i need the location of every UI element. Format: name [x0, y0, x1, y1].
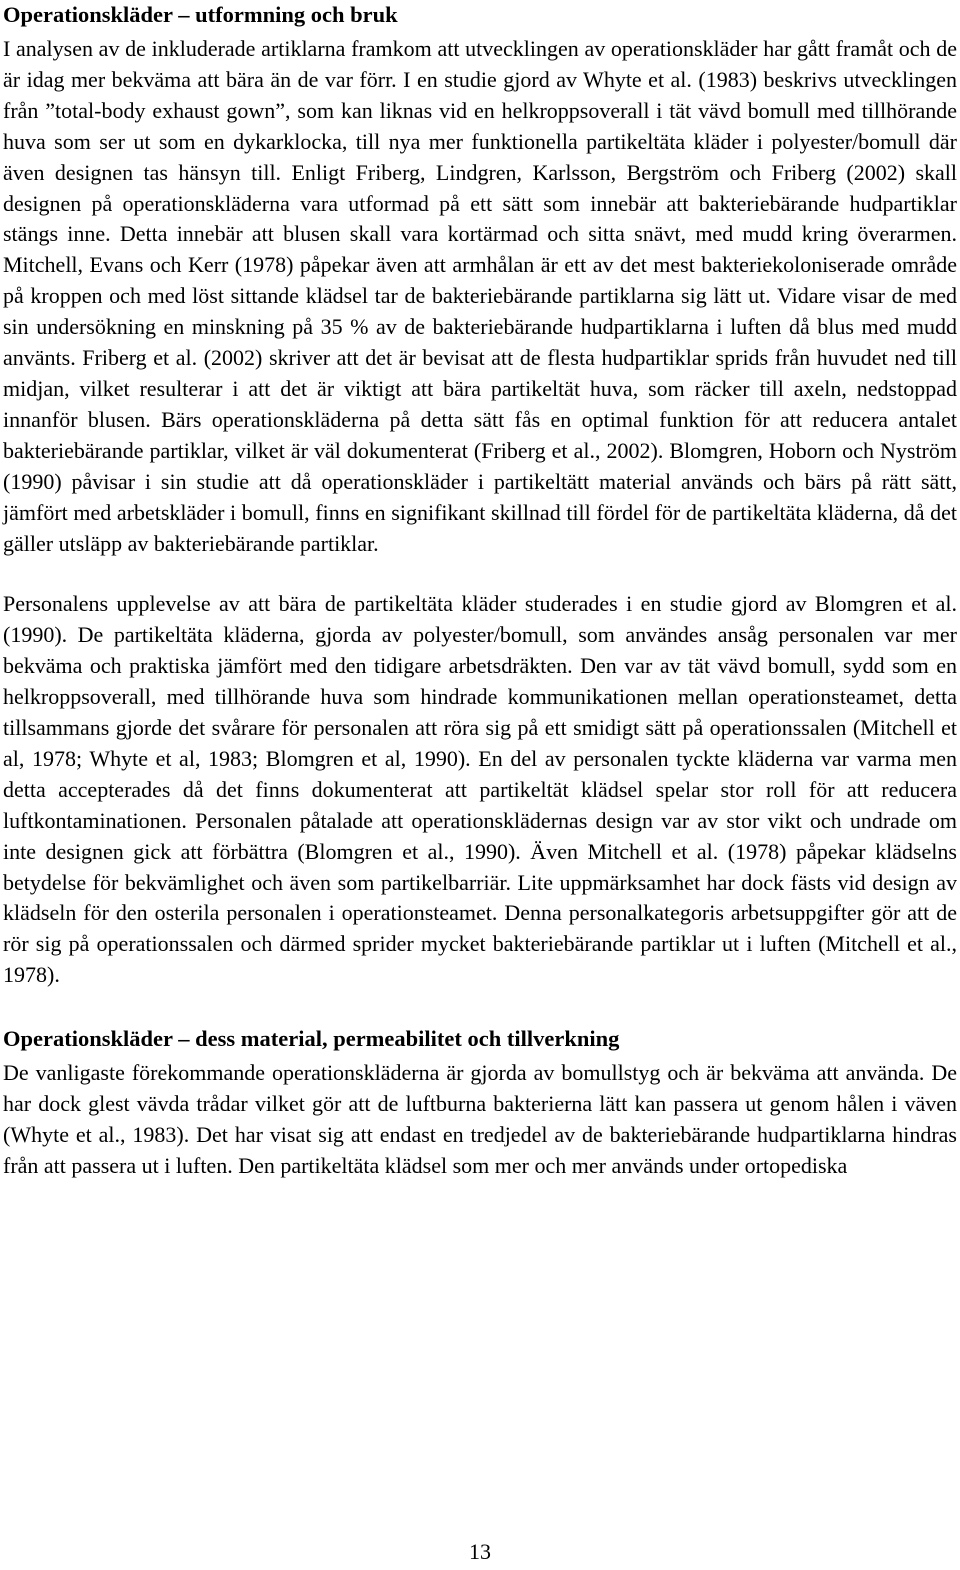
body-paragraph: I analysen av de inkluderade artiklarna framkom att utvecklingen av operationskläder har gått framåt och de är idag mer bekväma att bära än de var förr. I en studie gjord av Whyte et al. (1983) beskrivs utvecklingen från ”total-body exhaust gown”, som kan liknas vid en helkroppsoverall i tät vävd bomull med tillhörande huva som ser ut som en dykarklocka, till nya mer funktionella partikeltäta kläder i polyester/bomull där även designen tas hänsyn till. Enligt Friberg, Lindgren, Karlsson, Bergström och Friberg (2002) skall designen på operationskläderna vara utformad på ett sätt som innebär att bakteriebärande hudpartiklar stängs inne. Detta innebär att blusen skall vara kortärmad och sitta snävt, med mudd kring överarmen. Mitchell, Evans och Kerr (1978) påpekar även att armhålan är ett av det mest bakteriekoloniserade område på kroppen och med löst sittande klädsel tar de bakteriebärande partiklarna sig lätt ut. Vidare visar de med sin undersökning en minskning på 35 % av de bakteriebärande hudpartiklarna i luften då blus med mudd använts. Friberg et al. (2002) skriver att det är bevisat att de flesta hudpartiklar sprids från huvudet ned till midjan, vilket resulterar i att det är viktigt att bära partikeltät huva, som räcker till axeln, nedstoppad innanför blusen. Bärs operationskläderna på detta sätt fås en optimal funktion för att reducera antalet bakteriebärande partiklar, vilket är väl dokumenterat (Friberg et al., 2002). Blomgren, Hoborn och Nyström (1990) påvisar i sin studie att då operationskläder i partikeltätt material används och bärs på rätt sätt, jämfört med arbetskläder i bomull, finns en signifikant skillnad till fördel för de partikeltäta kläderna, då det gäller utsläpp av bakteriebärande partiklar. — [3, 36, 957, 556]
body-paragraph: De vanligaste förekommande operationskläderna är gjorda av bomullstyg och är bekväma att använda. De har dock glest vävda trådar vilket gör att de luftburna bakterierna lätt kan passera ut genom hålen i väven (Whyte et al., 1983). Det har visat sig att endast en tredjedel av de bakteriebärande hudpartiklarna hindras från att passera ut i luften. Den partikeltäta klädsel som mer och mer används under ortopediska — [3, 1060, 957, 1178]
section-heading: Operationskläder – utformning och bruk — [3, 2, 398, 27]
section-heading: Operationskläder – dess material, permeabilitet och tillverkning — [3, 1026, 620, 1052]
body-paragraph: Personalens upplevelse av att bära de partikeltäta kläder studerades i en studie gjord av Blomgren et al. (1990). De partikeltäta kläderna, gjorda av polyester/bomull, som användes ansåg personalen var mer bekväma och praktiska jämfört med den tidigare arbetsdräkten. Den var av tät vävd bomull, sydd som en helkroppsoverall, med tillhörande huva som hindrade kommunikationen mellan operationsteamet, detta tillsammans gjorde det svårare för personalen att röra sig på ett smidigt sätt på operationssalen (Mitchell et al, 1978; Whyte et al, 1983; Blomgren et al, 1990). En del av personalen tyckte kläderna var varma men detta accepterades då det finns dokumenterat att partikeltät klädsel spelar stor roll för att reducera luftkontaminationen. Personalen påtalade att operationsklädernas design var av stor vikt och undrade om inte designen gick att förbättra (Blomgren et al., 1990). Även Mitchell et al. (1978) påpekar klädselns betydelse för bekvämlighet och även som partikelbarriär. Lite uppmärksamhet har dock fästs vid design av klädseln för den osterila personalen i operationsteamet. Denna personalkategoris arbetsuppgifter gör att de rör sig på operationssalen och därmed sprider mycket bakteriebärande partiklar ut i luften (Mitchell et al., 1978). — [3, 591, 957, 988]
document-page — [3, 0, 957, 1182]
page-number: 13 — [469, 1539, 491, 1564]
